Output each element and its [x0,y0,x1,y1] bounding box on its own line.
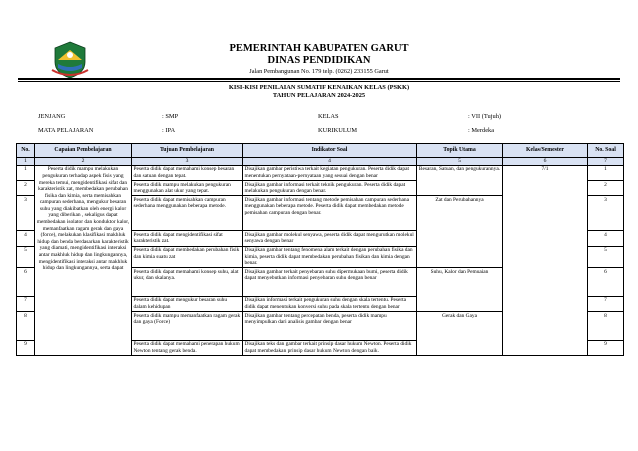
row-number: 8 [17,312,35,341]
no-soal-cell: 7 [588,296,624,311]
indikator-cell: Disajikan gambar tentang percepatan benda, peserta didik mampu menyimpulkan dari analisis gambar dengan benar [243,312,417,341]
tujuan-cell: Peserta didik dapat mengukur besaran suhu dalam kehidupan [132,296,243,311]
col-header-indikator: Indikator Soal [243,144,417,158]
kelas-value: : VII (Tujuh) [468,113,502,120]
row-number: 1 [17,165,35,180]
topik-cell: Suhu, Kalor dan Pemuaian [417,268,503,312]
header-address: Jalan Pembangunan No. 179 telp. (0262) 233155 Garut [249,68,389,75]
col-number: 3 [132,158,243,166]
tujuan-cell: Peserta didik dapat membedakan perubahan fisik dan kimia suatu zat [132,246,243,268]
kurikulum-label: KURIKULUM [318,127,358,134]
indikator-cell: Disajikan teks dan gambar terkait prinsip dasar hukum Newton. Peserta didik dapat membedakan prinsip dasar hukum Newton dengan baik. [243,340,417,355]
col-header-capaian: Capaian Pembelajaran [35,144,132,158]
document-title: KISI-KISI PENILAIAN SUMATIF KENAIKAN KELAS (PSKK) [228,84,410,91]
no-soal-cell: 3 [588,196,624,231]
kelas-semester-cell: 7/1 [503,165,588,355]
mapel-value: : IPA [162,127,176,134]
header-office-name: DINAS PENDIDIKAN [267,55,371,66]
capaian-cell [35,165,132,355]
table-row [17,165,624,180]
indikator-cell: Disajikan informasi terkait pengukuran suhu dengan skala tertentu. Peserta didik dapat menentukan konversi suhu pada skala tertentu dengan benar [243,296,417,311]
no-soal-cell: 8 [588,312,624,341]
row-number: 4 [17,231,35,246]
col-number: 7 [588,158,624,166]
col-number: 5 [417,158,503,166]
col-number: 4 [243,158,417,166]
jenjang-label: JENJANG [38,113,66,120]
topik-cell: Gerak dan Gaya [417,312,503,356]
tujuan-cell: Peserta didik dapat memahami konsep suhu, alat ukur, dan skalanya. [132,268,243,297]
no-soal-cell: 4 [588,231,624,246]
jenjang-value: : SMP [162,113,179,120]
indikator-cell: Disajikan gambar informasi tentang metode pemisahan campuran sederhana menggunakan beberapa metode. Peserta didik dapat membedakan metode pemisahan campuran dengan benar. [243,196,417,231]
tujuan-cell: Peserta didik dapat memahami konsep besaran dan satuan dengan tepat. [132,165,243,180]
no-soal-cell: 2 [588,181,624,196]
no-soal-cell: 9 [588,340,624,355]
tujuan-cell: Peserta didik mampu melakukan pengukuran menggunakan alat ukur yang tepat. [132,181,243,196]
tujuan-cell: Peserta didik dapat memisahkan campuran sederhana menggunakan beberapa metode. [132,196,243,231]
kelas-label: KELAS [318,113,339,120]
tujuan-cell: Peserta didik dapat mengidentifikasi sifat karakteristik zat. [132,231,243,246]
mapel-label: MATA PELAJARAN [38,127,94,134]
row-number: 6 [17,268,35,297]
table-header-row [17,144,624,158]
topik-cell: Besaran, Satuan, dan pengukurannya. [417,165,503,195]
row-number: 9 [17,340,35,355]
indikator-cell: Disajikan gambar molekul senyawa, peserta didik dapat mengurutkan molekul senyawa dengan benar [243,231,417,246]
col-number: 6 [503,158,588,166]
col-header-no: No. [17,144,35,158]
header-divider-thick [18,78,620,80]
row-number: 5 [17,246,35,268]
topik-cell: Zat dan Perubahannya [417,196,503,268]
no-soal-cell: 5 [588,246,624,268]
col-header-no-soal: No. Soal [588,144,624,158]
indikator-cell: Disajikan gambar tentang fenomena alam terkait dengan perubahan fisika dan kimia, peserta didik dapat membedakan perubahan fisikan dan kimia dengan benar. [243,246,417,268]
row-number: 2 [17,181,35,196]
column-number-row [17,158,624,166]
col-header-tujuan: Tujuan Pembelajaran [132,144,243,158]
col-number: 2 [35,158,132,166]
no-soal-cell: 1 [588,165,624,180]
document-year: TAHUN PELAJARAN 2024-2025 [272,92,366,99]
row-number: 3 [17,196,35,231]
kisi-kisi-table [16,143,624,356]
tujuan-cell: Peserta didik dapat memahami penerapan hukum Newton tentang gerak benda. [132,340,243,355]
capaian-text: Peserta didik mampu melakukan pengukuran terhadap aspek fisis yang mereka temui, mengidentifikasi sifat dan karakteristik zat, membedakan perubahan fisika dan kimia, serta memisahkan campuran sederhana, mengukur besaran suhu yang diakibatkan oleh energi kalor yang diberikan , sekaligus dapat membedakan isolator dan konduktor kalor, memanfaatkan ragam gerak dan gaya (force), melakukan klasifikasi makhluk hidup dan benda berdasarkan karakteristik yang diamati, mengidentifikasi interaksi antar makhluk hidup dan lingkungannya, mengidentifikasi interaksi antar makhluk hidup dan lingkungannya, serta dapat [36,166,130,272]
header-divider-thin [18,81,620,82]
col-number: 1 [17,158,35,166]
no-soal-cell: 6 [588,268,624,297]
indikator-cell: Disajikan gambar peristiwa terkait kegiatan pengukuran. Peserta didik dapat menentukan pernyataan-pernyataan yang sesuai dengan benar [243,165,417,180]
indikator-cell: Disajikan gambar terkait penyebaran suhu dipermukaan bumi, peserta didik dapat menyebutkan informasi penyebaran suhu dengan benar [243,268,417,297]
col-header-kelas-semester: Kelas/Semester [503,144,588,158]
tujuan-cell: Peserta didik mampu memanfaatkan ragam gerak dan gaya (Force) [132,312,243,341]
header-government-name: PEMERINTAH KABUPATEN GARUT [229,43,409,54]
indikator-cell: Disajikan gambar informasi terkait teknik pengukuran. Peserta didik dapat melakukan pengukuran dengan benar. [243,181,417,196]
row-number: 7 [17,296,35,311]
col-header-topik: Topik Utama [417,144,503,158]
kurikulum-value: : Merdeka [468,127,495,134]
